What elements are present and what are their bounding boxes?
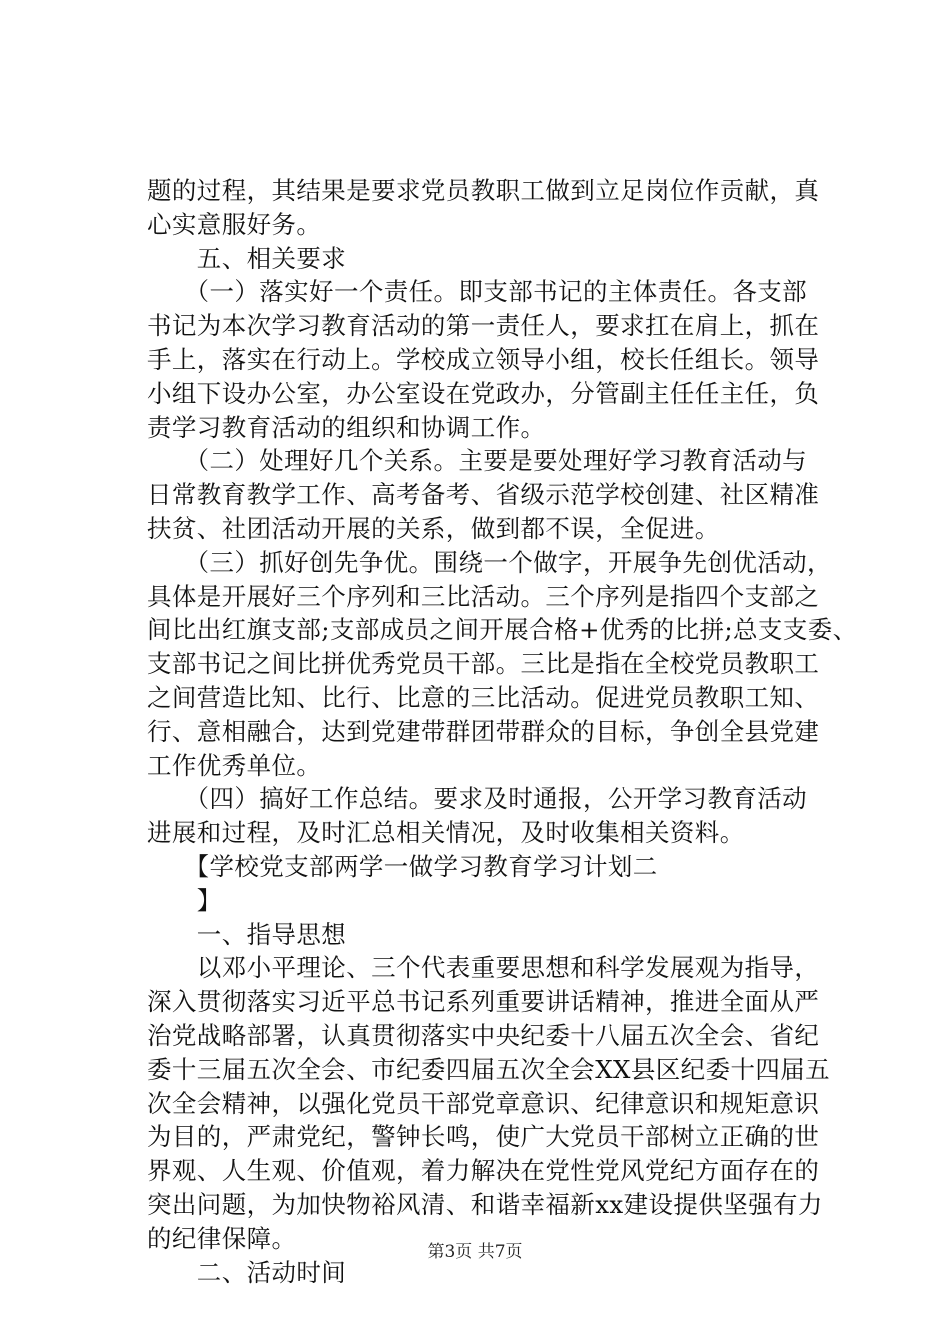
text-line: 间比出红旗支部;支部成员之间开展合格+优秀的比拼;总支支委、 — [147, 615, 858, 645]
text-line: 日常教育教学工作、高考备考、省级示范学校创建、社区精准 — [147, 480, 820, 510]
section-heading: 一、指导思想 — [147, 919, 347, 949]
text-line: （三）抓好创先争优。围绕一个做字，开展争先创优活动， — [147, 547, 832, 577]
text-line: 书记为本次学习教育活动的第一责任人，要求扛在肩上，抓在 — [147, 311, 820, 341]
text-line: （四）搞好工作总结。要求及时通报，公开学习教育活动 — [147, 784, 808, 814]
text-line: 小组下设办公室，办公室设在党政办，分管副主任任主任，负 — [147, 378, 820, 408]
text-line: 界观、人生观、价值观，着力解决在党性党风党纪方面存在的 — [147, 1156, 820, 1186]
text-line: 次全会精神，以强化党员干部党章意识、纪律意识和规矩意识 — [147, 1088, 820, 1118]
text-line: （二）处理好几个关系。主要是要处理好学习教育活动与 — [147, 446, 808, 476]
subtitle-line: 】 — [147, 885, 222, 915]
text-line: 行、意相融合，达到党建带群团带群众的目标，争创全县党建 — [147, 716, 820, 746]
document-body — [147, 174, 858, 1289]
text-line: 之间营造比知、比行、比意的三比活动。促进党员教职工知、 — [147, 682, 820, 712]
text-line: 心实意服好务。 — [147, 209, 322, 239]
text-line: 责学习教育活动的组织和协调工作。 — [147, 412, 546, 442]
text-line: 深入贯彻落实习近平总书记系列重要讲话精神，推进全面从严 — [147, 987, 820, 1017]
section-heading: 二、活动时间 — [147, 1257, 347, 1287]
text-line: 的纪律保障。 — [147, 1223, 297, 1253]
text-line: 扶贫、社团活动开展的关系，做到都不误，全促进。 — [147, 513, 720, 543]
text-line: 治党战略部署，认真贯彻落实中央纪委十八届五次全会、省纪 — [147, 1020, 820, 1050]
text-line: （一）落实好一个责任。即支部书记的主体责任。各支部 — [147, 277, 808, 307]
text-line: 题的过程，其结果是要求党员教职工做到立足岗位作贡献，真 — [147, 176, 820, 205]
subtitle-line: 【学校党支部两学一做学习教育学习计划二 — [147, 851, 658, 881]
text-line: 委十三届五次全会、市纪委四届五次全会XX县区纪委十四届五 — [147, 1054, 831, 1084]
page-number-footer: 第3页 共7页 — [427, 1242, 523, 1262]
text-line: 突出问题，为加快物裕风清、和谐幸福新xx建设提供坚强有力 — [147, 1189, 823, 1219]
text-line: 以邓小平理论、三个代表重要思想和科学发展观为指导， — [147, 953, 820, 983]
text-line: 为目的，严肃党纪，警钟长鸣，使广大党员干部树立正确的世 — [147, 1122, 820, 1152]
text-line: 支部书记之间比拼优秀党员干部。三比是指在全校党员教职工 — [147, 649, 820, 679]
section-heading: 五、相关要求 — [147, 243, 347, 273]
text-line: 具体是开展好三个序列和三比活动。三个序列是指四个支部之 — [147, 581, 820, 611]
text-line: 手上，落实在行动上。学校成立领导小组，校长任组长。领导 — [147, 344, 820, 374]
text-line: 进展和过程，及时汇总相关情况，及时收集相关资料。 — [147, 818, 745, 848]
text-line: 工作优秀单位。 — [147, 750, 322, 780]
